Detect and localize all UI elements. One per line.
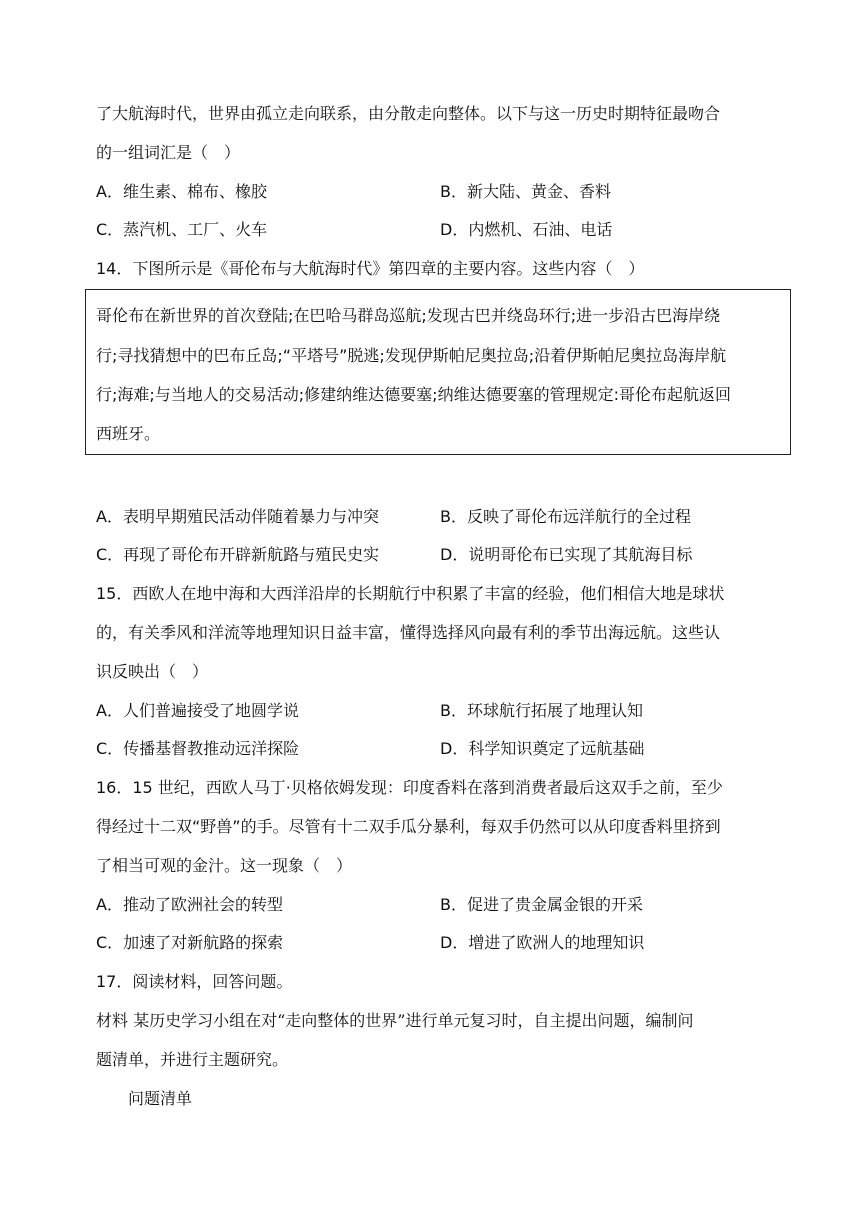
q14-option-c: C．再现了哥伦布开辟新航路与殖民史实 — [96, 545, 380, 564]
q15-stem-line-2: 的，有关季风和洋流等地理知识日益丰富，懂得选择风向最有利的季节出海远航。这些认 — [96, 623, 721, 642]
q17-stem: 17．阅读材料，回答问题。 — [96, 972, 293, 991]
q17-material-line-2: 题清单，并进行主题研究。 — [96, 1050, 289, 1069]
q13-option-b: B．新大陆、黄金、香料 — [440, 182, 611, 201]
q14-option-a: A．表明早期殖民活动伴随着暴力与冲突 — [96, 507, 379, 526]
q14-content-box — [85, 289, 791, 455]
q15-option-c: C．传播基督教推动远洋探险 — [96, 739, 300, 758]
q16-option-a: A．推动了欧洲社会的转型 — [96, 895, 283, 914]
q14-box-line-2: 行;寻找猜想中的巴布丘岛;“平塔号”脱逃;发现伊斯帕尼奥拉岛;沿着伊斯帕尼奥拉岛海岸航 — [96, 346, 727, 365]
q16-stem-line-2: 得经过十二双“野兽”的手。尽管有十二双手瓜分暴利，每双手仍然可以从印度香料里挤到 — [96, 817, 721, 836]
q14-option-b: B．反映了哥伦布远洋航行的全过程 — [440, 507, 691, 526]
q16-option-d: D．增进了欧洲人的地理知识 — [440, 933, 645, 952]
q15-stem-line-1: 15．西欧人在地中海和大西洋沿岸的长期航行中积累了丰富的经验，他们相信大地是球状 — [96, 584, 725, 603]
q14-option-d: D．说明哥伦布已实现了其航海目标 — [440, 545, 693, 564]
q14-box-line-3: 行;海难;与当地人的交易活动;修建纳维达德要塞;纳维达德要塞的管理规定:哥伦布起航返回 — [96, 385, 731, 404]
q14-box-line-4: 西班牙。 — [96, 424, 161, 443]
q13-stem-line-1: 了大航海时代，世界由孤立走向联系，由分散走向整体。以下与这一历史时期特征最吻合 — [96, 104, 721, 123]
q14-box-line-1: 哥伦布在新世界的首次登陆;在巴哈马群岛巡航;发现古巴并绕岛环行;进一步沿古巴海岸绕 — [96, 306, 721, 325]
q15-option-a: A．人们普遍接受了地圆学说 — [96, 701, 299, 720]
q15-option-d: D．科学知识奠定了远航基础 — [440, 739, 645, 758]
q13-option-c: C．蒸汽机、工厂、火车 — [96, 220, 268, 239]
q13-option-a: A．维生素、棉布、橡胶 — [96, 182, 267, 201]
q16-option-c: C．加速了对新航路的探索 — [96, 933, 284, 952]
q13-stem-line-2: 的一组词汇是（ ） — [96, 143, 241, 162]
q16-stem-line-1: 16．15 世纪，西欧人马丁·贝格依姆发现：印度香料在落到消费者最后这双手之前，至少 — [96, 778, 723, 797]
q13-option-d: D．内燃机、石油、电话 — [440, 220, 613, 239]
q14-stem: 14．下图所示是《哥伦布与大航海时代》第四章的主要内容。这些内容（ ） — [96, 259, 645, 278]
q15-stem-line-3: 识反映出（ ） — [96, 662, 209, 681]
q16-option-b: B．促进了贵金属金银的开采 — [440, 895, 643, 914]
q15-option-b: B．环球航行拓展了地理认知 — [440, 701, 643, 720]
q17-question-list-title: 问题清单 — [128, 1089, 193, 1108]
q17-material-line-1: 材料 某历史学习小组在对“走向整体的世界”进行单元复习时，自主提出问题，编制问 — [96, 1011, 694, 1030]
q16-stem-line-3: 了相当可观的金汁。这一现象（ ） — [96, 856, 353, 875]
